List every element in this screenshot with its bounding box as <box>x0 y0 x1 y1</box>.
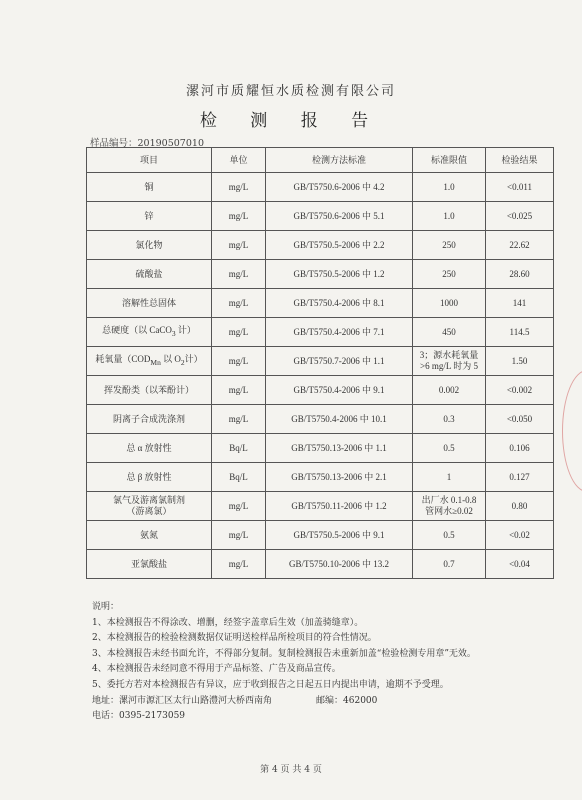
limit-line: 出厂水 0.1-0.8 <box>421 495 477 505</box>
limit-cell: 1000 <box>413 289 486 318</box>
limit-cell: 250 <box>413 260 486 289</box>
item-line: （游离氯） <box>126 506 172 516</box>
unit-cell: mg/L <box>212 521 266 550</box>
item-cell: 锌 <box>87 202 212 231</box>
item-cell: 氨氮 <box>87 521 212 550</box>
column-header-result: 检验结果 <box>486 148 554 173</box>
unit-cell: Bq/L <box>212 434 266 463</box>
method-cell: GB/T5750.4-2006 中 7.1 <box>266 318 413 347</box>
sample-number: 样品编号：20190507010 <box>90 138 204 149</box>
table-row <box>87 434 554 463</box>
result-cell: <0.011 <box>486 173 554 202</box>
seal-stamp-edge <box>562 370 582 492</box>
method-cell: GB/T5750.4-2006 中 9.1 <box>266 376 413 405</box>
method-cell: GB/T5750.5-2006 中 2.2 <box>266 231 413 260</box>
method-cell: GB/T5750.6-2006 中 5.1 <box>266 202 413 231</box>
table-row <box>87 260 554 289</box>
note-item: 4、本检测报告未经同意不得用于产品标签、广告及商品宣传。 <box>92 664 341 675</box>
result-cell: <0.04 <box>486 550 554 579</box>
item-cell <box>87 347 212 376</box>
method-cell: GB/T5750.5-2006 中 1.2 <box>266 260 413 289</box>
result-cell: 141 <box>486 289 554 318</box>
notes-heading: 说明： <box>92 602 120 612</box>
address: 地址：漯河市源汇区太行山路澧河大桥西南角 <box>92 695 273 706</box>
limit-line: 3；源水耗氧量 <box>419 350 479 360</box>
company-name: 漯河市质耀恒水质检测有限公司 <box>185 84 396 99</box>
unit-cell: mg/L <box>212 405 266 434</box>
subscript: 2 <box>180 357 185 367</box>
result-cell: 0.80 <box>486 492 554 521</box>
table-row <box>87 550 554 579</box>
unit-cell: mg/L <box>212 260 266 289</box>
table-row <box>87 347 554 376</box>
method-cell: GB/T5750.11-2006 中 1.2 <box>266 492 413 521</box>
page-number: 第 4 页 共 4 页 <box>260 765 322 775</box>
phone: 电话：0395-2173059 <box>92 711 186 722</box>
limit-cell: 250 <box>413 231 486 260</box>
limit-cell <box>413 347 486 376</box>
item-cell: 挥发酚类（以苯酚计） <box>87 376 212 405</box>
result-cell: 22.62 <box>486 231 554 260</box>
table-row <box>87 521 554 550</box>
result-cell: 0.127 <box>486 463 554 492</box>
item-line: 氯气及游离氯制剂 <box>112 495 185 505</box>
item-text: 总硬度（以 CaCO <box>102 325 172 336</box>
limit-cell <box>413 492 486 521</box>
limit-cell: 0.3 <box>413 405 486 434</box>
column-header-method: 检测方法标准 <box>266 148 413 173</box>
item-cell: 总 α 放射性 <box>87 434 212 463</box>
table-row <box>87 289 554 318</box>
limit-line: >6 mg/L 时为 5 <box>420 361 478 371</box>
item-cell: 阴离子合成洗涤剂 <box>87 405 212 434</box>
method-cell: GB/T5750.13-2006 中 2.1 <box>266 463 413 492</box>
table-row <box>87 405 554 434</box>
table-header-row <box>87 148 554 173</box>
result-cell: 0.106 <box>486 434 554 463</box>
limit-cell: 450 <box>413 318 486 347</box>
unit-cell: mg/L <box>212 318 266 347</box>
unit-cell: Bq/L <box>212 463 266 492</box>
item-cell <box>87 318 212 347</box>
item-cell: 硫酸盐 <box>87 260 212 289</box>
unit-cell: mg/L <box>212 173 266 202</box>
item-cell: 氯化物 <box>87 231 212 260</box>
limit-cell: 0.002 <box>413 376 486 405</box>
item-text: 计） <box>175 325 196 336</box>
unit-cell: mg/L <box>212 347 266 376</box>
limit-cell: 1.0 <box>413 173 486 202</box>
results-table <box>86 147 554 579</box>
address-line <box>92 694 562 710</box>
result-cell: <0.02 <box>486 521 554 550</box>
unit-cell: mg/L <box>212 231 266 260</box>
column-header-unit: 单位 <box>212 148 266 173</box>
item-text: 以 O <box>160 354 181 365</box>
item-cell: 溶解性总固体 <box>87 289 212 318</box>
table-row <box>87 376 554 405</box>
item-cell <box>87 492 212 521</box>
item-text: 耗氧量（COD <box>95 354 151 365</box>
method-cell: GB/T5750.4-2006 中 8.1 <box>266 289 413 318</box>
limit-cell: 1 <box>413 463 486 492</box>
note-item: 3、本检测报告未经书面允许，不得部分复制。复制检测报告未重新加盖“检验检测专用章”无效。 <box>92 648 476 659</box>
result-cell: <0.050 <box>486 405 554 434</box>
unit-cell: mg/L <box>212 202 266 231</box>
result-cell: 28.60 <box>486 260 554 289</box>
item-cell: 亚氯酸盐 <box>87 550 212 579</box>
result-cell: 114.5 <box>486 318 554 347</box>
table-row <box>87 492 554 521</box>
table-row <box>87 463 554 492</box>
method-cell: GB/T5750.13-2006 中 1.1 <box>266 434 413 463</box>
table-row <box>87 318 554 347</box>
limit-cell: 1.0 <box>413 202 486 231</box>
note-item: 5、委托方若对本检测报告有异议，应于收到报告之日起五日内提出申请，逾期不予受理。 <box>92 679 449 690</box>
subscript: 3 <box>171 328 176 338</box>
unit-cell: mg/L <box>212 376 266 405</box>
table-row <box>87 231 554 260</box>
report-title: 检 测 报 告 <box>199 111 383 131</box>
method-cell: GB/T5750.7-2006 中 1.1 <box>266 347 413 376</box>
result-cell: 1.50 <box>486 347 554 376</box>
column-header-item: 项目 <box>87 148 212 173</box>
method-cell: GB/T5750.6-2006 中 4.2 <box>266 173 413 202</box>
table-row <box>87 202 554 231</box>
method-cell: GB/T5750.10-2006 中 13.2 <box>266 550 413 579</box>
unit-cell: mg/L <box>212 550 266 579</box>
notes-section <box>92 600 562 725</box>
result-cell: <0.025 <box>486 202 554 231</box>
item-text: 计） <box>184 354 203 365</box>
item-cell: 铜 <box>87 173 212 202</box>
method-cell: GB/T5750.5-2006 中 9.1 <box>266 521 413 550</box>
note-item: 1、本检测报告不得涂改、增删，经签字盖章后生效（加盖骑缝章）。 <box>92 617 364 628</box>
column-header-limit: 标准限值 <box>413 148 486 173</box>
unit-cell: mg/L <box>212 492 266 521</box>
postcode: 邮编：462000 <box>316 695 378 706</box>
table-row <box>87 173 554 202</box>
item-cell: 总 β 放射性 <box>87 463 212 492</box>
limit-cell: 0.5 <box>413 434 486 463</box>
method-cell: GB/T5750.4-2006 中 10.1 <box>266 405 413 434</box>
limit-cell: 0.7 <box>413 550 486 579</box>
subscript: Mn <box>150 357 161 367</box>
limit-line: 管网水≥0.02 <box>425 506 473 516</box>
unit-cell: mg/L <box>212 289 266 318</box>
limit-cell: 0.5 <box>413 521 486 550</box>
result-cell: <0.002 <box>486 376 554 405</box>
note-item: 2、本检测报告的检验检测数据仅证明送检样品所检项目的符合性情况。 <box>92 633 377 644</box>
